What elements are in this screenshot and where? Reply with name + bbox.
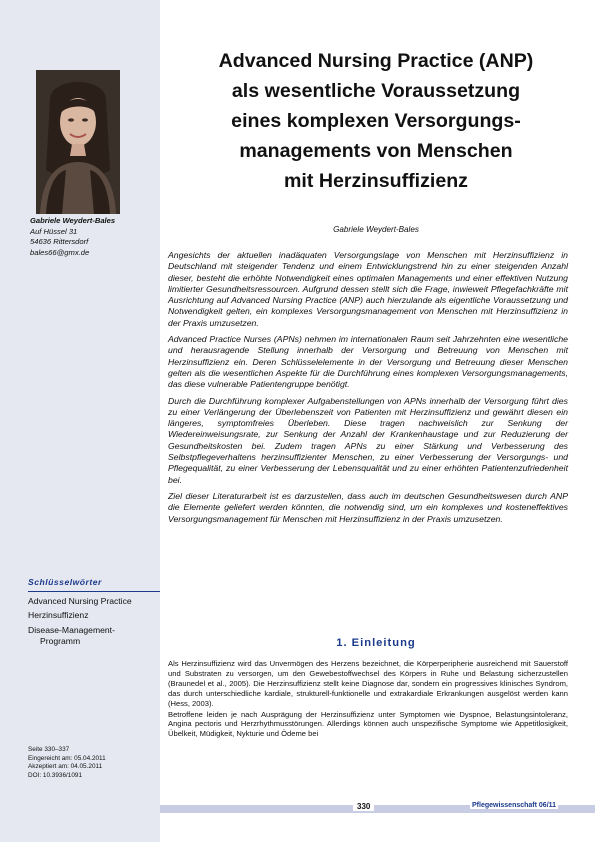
author-name: Gabriele Weydert-Bales: [30, 216, 116, 225]
keyword-item: Programm: [40, 636, 81, 647]
author-photo: [36, 70, 120, 214]
abstract: [168, 250, 568, 530]
journal-name: Pflegewissenschaft 06/11: [472, 802, 557, 809]
body-paragraph: Betroffene leiden je nach Ausprägung der Herzinsuffizienz unter Symptomen wie Dyspnoe, Belastungsintoleranz, Angina pectoris und Herzrhythmusstörungen. Allerdings können auch unspezifische Symptome wie Appetitlosigkeit, Übelkeit, Müdigkeit, Nykturie und Ödeme bei: [168, 709, 568, 739]
article-title: [166, 46, 586, 196]
page-number: 330: [353, 802, 374, 811]
title-line: managements von Menschen: [239, 140, 513, 162]
meta-accepted: Akzeptiert am: 04.05.2011: [28, 763, 103, 771]
abstract-paragraph: Ziel dieser Literaturarbeit ist es darzustellen, dass auch im deutschen Gesundheitswesen durch ANP die Elemente geliefert werden könnten, die notwendig sind, um ein komplexes und kosteneffektives Versorgungsmanagement für Menschen mit Herzinsuffizienz in der Praxis umzusetzen.: [168, 490, 568, 524]
abstract-paragraph: Durch die Durchführung komplexer Aufgabenstellungen von APNs innerhalb der Versorgung führt dies zu einer Verlängerung der Überlebenszeit von Patienten mit Herzinsuffizienz und gewährt diesen ein längeres, symptomfreies Überleben. Diese tragen nachweislich zur Senkung der Wiedereinweisungsrate, zur Senkung der Anzahl der Krankenhaustage und zur Reduzierung der Gesundheitskosten bei. Zudem tragen APNs zu einer Stärkung und Verbesserung des Selbstpflegeverhaltens herzinsuffizienter Menschen, zu einer Verbesserung der Versorgungs- und Pflegequalität, zu einer Verbesserung der Lebensqualität und zu einer erhöhten Patientenzufriedenheit bei.: [168, 395, 568, 485]
abstract-paragraph: Advanced Practice Nurses (APNs) nehmen im internationalen Raum seit Jahrzehnten eine wesentliche und herausragende Stellung innerhalb der Versorgung und Betreuung von Menschen mit Herzinsuffizienz ein. Deren Schlüsselelemente in der Versorgung und Betreuung dieser Menschen gelten als die wesentlichen Aspekte für die Durchführung eines komplexen Versorgungsmanagements, das diese vulnerable Patientengruppe benötigt.: [168, 334, 568, 390]
keyword-item: Disease-Management-: [28, 624, 115, 635]
article-meta: [28, 746, 158, 780]
author-contact: [30, 216, 158, 258]
keyword-item: Herzinsuffizienz: [28, 610, 89, 621]
abstract-paragraph: Angesichts der aktuellen inadäquaten Versorgungslage von Menschen mit Herzinsuffizienz in Deutschland mit steigender Tendenz und einem Entwicklungstrend hin zu einer steigenden Anzahl dieser, besteht die erhöhte Notwendigkeit eines optimalen Managements und einer effektiven Nutzung limitierter Gesundheitsressourcen. Aufgrund dessen stellt sich die Frage, inwieweit Pflegefachkräfte mit Ausrichtung auf Advanced Nursing Practice (ANP) auch hierzulande als eigentliche Voraussetzung und Notwendigkeit gelten, ein komplexes Versorgungsmanagement von Menschen mit Herzinsuffizienz in der Praxis umzusetzen.: [168, 250, 568, 328]
body-text: [168, 659, 568, 740]
meta-doi: DOI: 10.3936/1091: [28, 771, 83, 779]
author-email: bales66@gmx.de: [30, 247, 90, 257]
keywords-box: [28, 577, 160, 648]
body-paragraph: Als Herzinsuffizienz wird das Unvermögen des Herzens bezeichnet, die Körperperipherie ausreichend mit Sauerstoff und Substraten zu versorgen, um den Gewebestoffwechsel des Körpers in Ruhe und Belastung sicherzustellen (Braunedel et al., 2005). Die Herzinsuffizienz stellt keine Diagnose dar, sondern ein progressives klinisches Syndrom, das durch unterschiedliche kardiale, strukturell-funktionelle und extrakardiale Erkrankungen ausgelöst werden kann (Hess, 2003).: [168, 659, 568, 708]
section-heading: 1. Einleitung: [336, 637, 416, 649]
author-portrait-image: [36, 70, 120, 214]
keywords-heading: Schlüsselwörter: [28, 577, 160, 592]
byline: Gabriele Weydert-Bales: [333, 225, 419, 234]
meta-submitted: Eingereicht am: 05.04.2011: [28, 754, 106, 762]
title-line: Advanced Nursing Practice (ANP): [218, 50, 534, 72]
title-line: eines komplexen Versorgungs-: [231, 110, 521, 132]
title-line: mit Herzinsuffizienz: [284, 170, 468, 192]
keyword-item: Advanced Nursing Practice: [28, 595, 132, 606]
author-street: Auf Hüssel 31: [30, 226, 78, 236]
title-line: als wesentliche Voraussetzung: [231, 80, 521, 102]
author-city: 54636 Rittersdorf: [30, 237, 89, 246]
meta-pages: Seite 330–337: [28, 746, 70, 753]
